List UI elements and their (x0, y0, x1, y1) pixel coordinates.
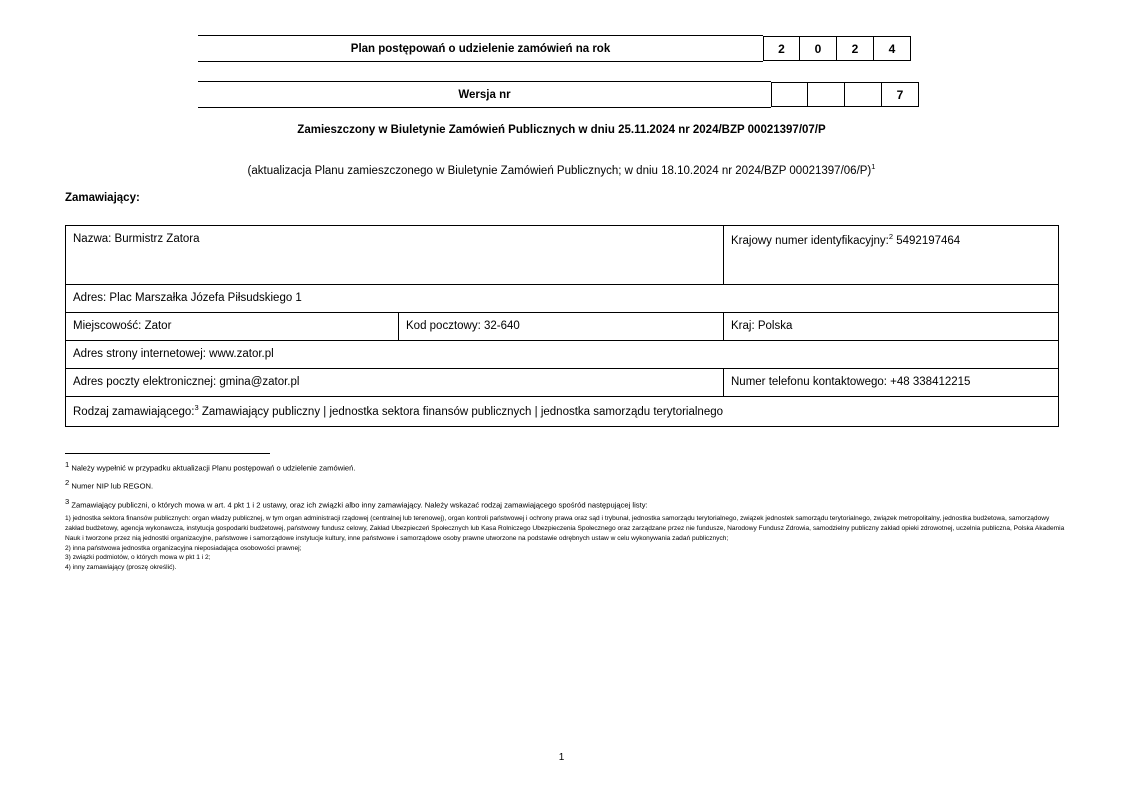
entity-type-footnote-marker: 3 (194, 402, 199, 412)
table-row (66, 396, 1059, 426)
footnote-1-marker: 1 (65, 460, 70, 469)
entity-id-label: Krajowy numer identyfikacyjny: (731, 234, 889, 247)
footnote-2-text: Numer NIP lub REGON. (71, 481, 154, 491)
update-line-footnote-marker: 1 (871, 162, 876, 171)
year-digit-2: 0 (800, 36, 837, 61)
footnote-3-item: 1) jednostka sektora finansów publicznych: organ władzy publicznej, w tym organ administracji rządowej (centralnej lub terenowej), organ kontroli państwowej i ochrony prawa oraz sąd i trybunał, jednostka samorządu terytorialnego, związek jednostek samorządu terytorialnego, związek metropolitalny, jednostka budżetowa, samorządowy zakład budżetowy, agencja wykonawcza, instytucja gospodarki budżetowej, państwowy fundusz celowy, Zakład Ubezpieczeń Społecznych lub Kasa Rolniczego Ubezpieczenia Społecznego oraz zarządzane przez nie fundusze, Narodowy Fundusz Zdrowia, samodzielny publiczny zakład opieki zdrowotnej, uczelnia publiczna, Polska Akademia Nauk i tworzone przez nią jednostki organizacyjne, państwowe i samorządowe instytucje kultury, inne państwowe i samorządowe osoby prawne utworzone na podstawie odrębnych ustaw w celu wykonywania zadań publicznych; (65, 514, 1065, 542)
entity-type-value: Zamawiający publiczny | jednostka sektora finansów publicznych | jednostka samorządu terytorialnego (201, 405, 724, 418)
footnote-3 (65, 496, 1065, 511)
table-row (66, 285, 1059, 313)
entity-address-cell: Adres: Plac Marszałka Józefa Piłsudskiego 1 (66, 285, 1059, 313)
footnote-1-text: Należy wypełnić w przypadku aktualizacji Planu postępowań o udzielenie zamówień. (71, 463, 356, 473)
footnote-separator (65, 453, 270, 454)
plan-title: Plan postępowań o udzielenie zamówień na rok (198, 35, 763, 62)
table-row (66, 226, 1059, 285)
entity-name-cell: Nazwa: Burmistrz Zatora (66, 226, 724, 285)
footnote-3-item: 3) związki podmiotów, o których mowa w pkt 1 i 2; (65, 554, 211, 562)
footnote-2-marker: 2 (65, 478, 70, 488)
entity-country-cell: Kraj: Polska (724, 312, 1059, 340)
published-line: Zamieszczony w Biuletynie Zamówień Publicznych w dniu 25.11.2024 nr 2024/BZP 00021397/07/P (297, 124, 826, 136)
version-title: Wersja nr (198, 81, 771, 108)
entity-type-cell (66, 396, 1059, 426)
entity-table (65, 225, 1059, 427)
entity-email-cell: Adres poczty elektronicznej: gmina@zator.pl (66, 368, 724, 396)
table-row (66, 368, 1059, 396)
entity-phone-cell: Numer telefonu kontaktowego: +48 338412215 (724, 368, 1059, 396)
entity-id-value: 5492197464 (896, 234, 961, 247)
footnote-3-item: 4) inny zamawiający (proszę określić). (65, 564, 177, 572)
update-line (0, 162, 1123, 177)
footnote-3-item: 2) inna państwowa jednostka organizacyjna nieposiadająca osobowości prawnej; (65, 544, 302, 552)
year-digit-boxes (763, 36, 911, 62)
footnote-3-text: Zamawiający publiczni, o których mowa w art. 4 pkt 1 i 2 ustawy, oraz ich związki albo inny zamawiający. Należy wskazać rodzaj zamawiającego spośród następującej listy: (71, 500, 648, 510)
footnote-3-marker: 3 (65, 496, 70, 506)
version-digit-4: 7 (882, 82, 919, 107)
version-digit-2 (808, 82, 845, 107)
version-digit-boxes (771, 82, 919, 108)
version-digit-3 (845, 82, 882, 107)
section-label-zamawiajacy: Zamawiający: (65, 192, 140, 204)
year-digit-3: 2 (837, 36, 874, 61)
footnote-2 (65, 477, 1065, 492)
version-digit-1 (771, 82, 808, 107)
footnotes-block (65, 459, 1065, 573)
plan-year-row (198, 35, 911, 62)
entity-postal-cell: Kod pocztowy: 32-640 (399, 312, 724, 340)
table-row (66, 312, 1059, 340)
table-row (66, 340, 1059, 368)
entity-website-cell: Adres strony internetowej: www.zator.pl (66, 340, 1059, 368)
version-row (198, 81, 919, 108)
entity-type-label: Rodzaj zamawiającego: (73, 405, 195, 418)
year-digit-4: 4 (874, 36, 911, 61)
update-line-text: (aktualizacja Planu zamieszczonego w Biuletynie Zamówień Publicznych; w dniu 18.10.2024 nr 2024/BZP 00021397/06/P) (247, 164, 872, 177)
year-digit-1: 2 (763, 36, 800, 61)
entity-id-footnote-marker: 2 (888, 232, 894, 241)
page-number: 1 (558, 752, 565, 763)
footnote-1 (65, 459, 1065, 474)
entity-id-cell (724, 226, 1059, 285)
entity-city-cell: Miejscowość: Zator (66, 312, 399, 340)
footnote-3-list (65, 514, 1065, 573)
